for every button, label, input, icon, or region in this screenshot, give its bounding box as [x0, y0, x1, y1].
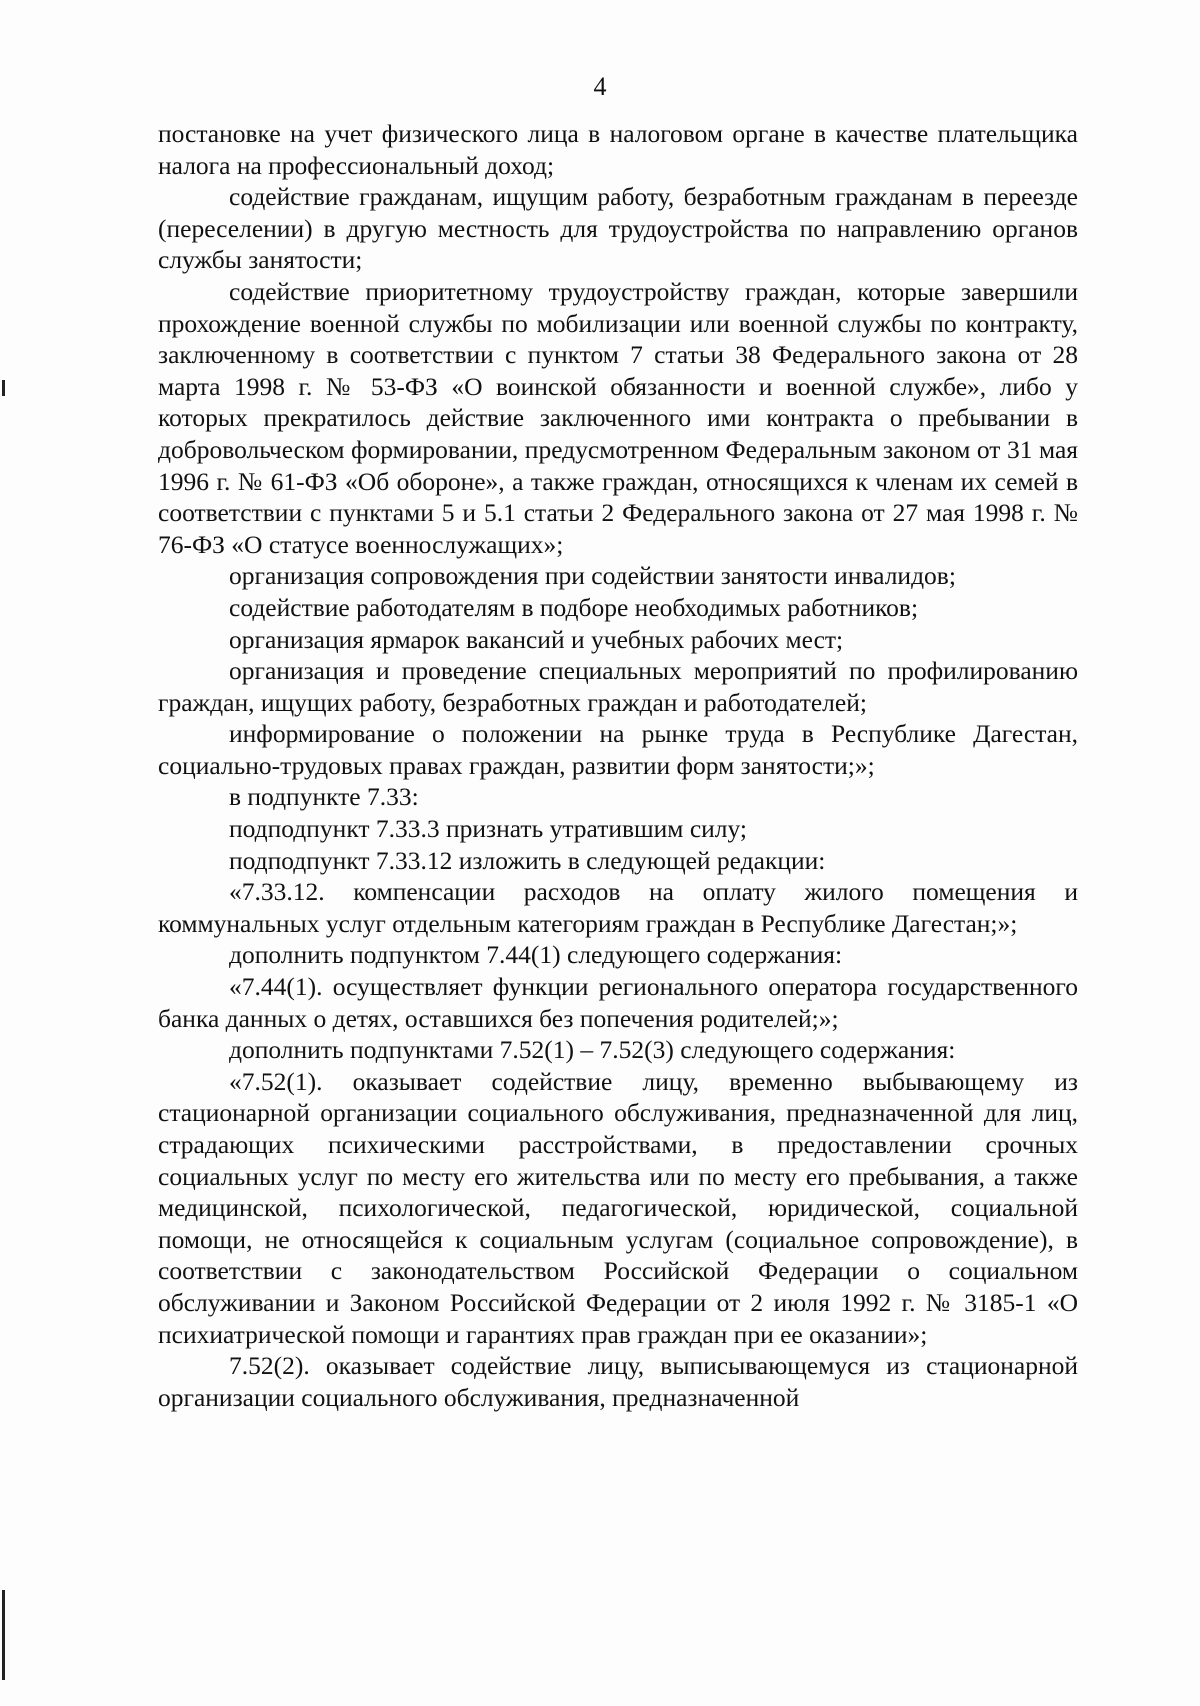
- paragraph: содействие работодателям в подборе необходимых работников;: [229, 592, 919, 622]
- paragraph: подподпункт 7.33.3 признать утратившим силу;: [229, 814, 748, 844]
- paragraph: организация сопровождения при содействии занятости инвалидов;: [229, 561, 956, 591]
- paragraph: организация и проведение специальных мероприятий по профилированию граждан, ищущих работу, безработных граждан и работодателей;: [158, 656, 1078, 717]
- paragraph: содействие гражданам, ищущим работу, безработным гражданам в переезде (переселении) в другую местность для трудоустройства по направлению органов службы занятости;: [158, 182, 1078, 275]
- paragraph: в подпункте 7.33:: [229, 782, 419, 812]
- document-body: [158, 118, 1078, 1413]
- paragraph: «7.44(1). осуществляет функции регионального оператора государственного банка данных о детях, оставшихся без попечения родителей;»;: [158, 972, 1078, 1033]
- paragraph: содействие приоритетному трудоустройству граждан, которые завершили прохождение военной службы по мобилизации или военной службы по контракту, заключенному в соответствии с пунктом 7 статьи 38 Федерального закона от 28 марта 1998 г. № 53-ФЗ «О воинской обязанности и военной службе», либо у которых прекратилось действие заключенного ими контракта о пребывании в добровольческом формировании, предусмотренном Федеральным законом от 31 мая 1996 г. № 61-ФЗ «Об обороне», а также граждан, относящихся к членам их семей в соответствии с пунктами 5 и 5.1 статьи 2 Федерального закона от 27 мая 1998 г. № 76-ФЗ «О статусе военнослужащих»;: [158, 276, 1078, 559]
- paragraph: организация ярмарок вакансий и учебных рабочих мест;: [229, 624, 844, 654]
- scan-edge-line: [2, 1590, 5, 1680]
- paragraph: постановке на учет физического лица в налоговом органе в качестве плательщика налога на профессиональный доход;: [158, 119, 1078, 180]
- paragraph: «7.52(1). оказывает содействие лицу, временно выбывающему из стационарной организации социального обслуживания, предназначенной для лиц, страдающих психическими расстройствами, в предоставлении срочных социальных услуг по месту его жительства или по месту его пребывания, а также медицинской, психологической, педагогической, юридической, социальной помощи, не относящейся к социальным услугам (социальное сопровождение), в соответствии с законодательством Российской Федерации о социальном обслуживании и Законом Российской Федерации от 2 июля 1992 г. № 3185-1 «О психиатрической помощи и гарантиях прав граждан при ее оказании»;: [158, 1066, 1078, 1349]
- scan-edge-line: [2, 380, 5, 396]
- paragraph: «7.33.12. компенсации расходов на оплату жилого помещения и коммунальных услуг отдельным категориям граждан в Республике Дагестан;»;: [158, 877, 1078, 938]
- paragraph: информирование о положении на рынке труда в Республике Дагестан, социально-трудовых правах граждан, развитии форм занятости;»;: [158, 719, 1078, 780]
- paragraph: подподпункт 7.33.12 изложить в следующей редакции:: [229, 845, 826, 875]
- page-number: 4: [593, 72, 607, 101]
- paragraph: дополнить подпунктом 7.44(1) следующего содержания:: [229, 940, 843, 970]
- paragraph: дополнить подпунктами 7.52(1) – 7.52(3) следующего содержания:: [229, 1035, 956, 1065]
- paragraph: 7.52(2). оказывает содействие лицу, выписывающемуся из стационарной организации социального обслуживания, предназначенной: [158, 1351, 1078, 1412]
